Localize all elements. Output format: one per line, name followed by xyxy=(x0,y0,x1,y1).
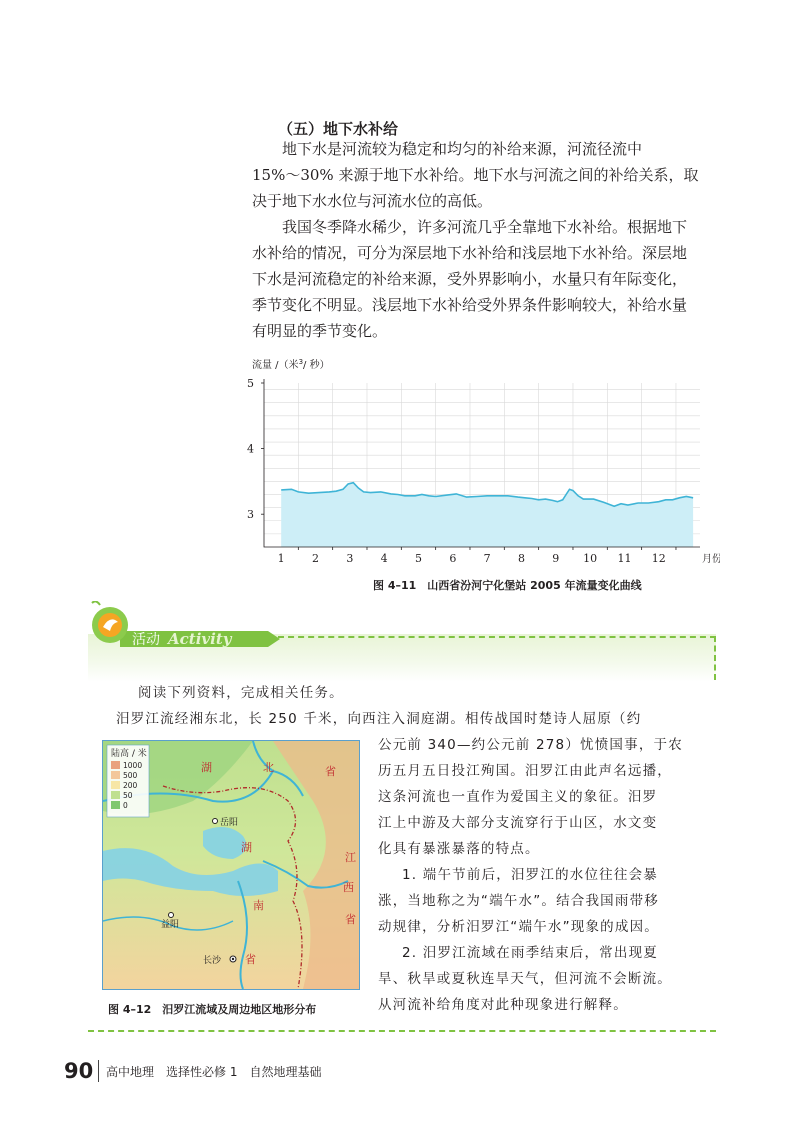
activity-badge-en: Activity xyxy=(168,630,232,648)
para2-line-5: 有明显的季节变化。 xyxy=(252,322,388,340)
paragraph-1 xyxy=(252,136,716,214)
page-number: 90 xyxy=(64,1059,94,1083)
para2-line-1: 我国冬季降水稀少，许多河流几乎全靠地下水补给。根据地下 xyxy=(282,218,688,236)
activity-badge-zh: 活动 xyxy=(132,632,160,648)
para2-line-4: 季节变化不明显。浅层地下水补给受外界条件影响较大，补给水量 xyxy=(252,296,688,314)
activity-right-line-2: 历五月五日投江殉国。汨罗江由此声名远播， xyxy=(378,763,672,779)
activity-right-line-3: 这条河流也一直作为爱国主义的象征。汨罗 xyxy=(378,789,658,805)
activity-intro: 阅读下列资料，完成相关任务。 xyxy=(138,685,344,701)
legend-label: 0 xyxy=(123,801,128,810)
city-label-changsha: 长沙 xyxy=(203,956,222,966)
legend-swatch xyxy=(111,771,120,779)
para1-line-1: 地下水是河流较为稳定和均匀的补给来源，河流径流中 xyxy=(282,140,643,158)
x-tick-label: 1 xyxy=(277,552,285,565)
x-tick-label: 11 xyxy=(617,552,632,565)
x-tick-label: 3 xyxy=(346,552,354,565)
miluo-river-map xyxy=(102,740,360,990)
paragraph-2 xyxy=(252,214,716,344)
y-tick-label: 4 xyxy=(247,442,254,456)
para1-line-2: 15%～30% 来源于地下水补给。地下水与河流之间的补给关系，取 xyxy=(252,166,699,184)
map-label-hu-2: 湖 xyxy=(241,841,252,854)
y-tick-label: 3 xyxy=(247,508,254,522)
map-label-sheng-1: 省 xyxy=(325,765,336,778)
map-label-bei: 北 xyxy=(263,761,274,774)
legend-swatch xyxy=(111,791,120,799)
city-label-yueyang: 岳阳 xyxy=(220,818,239,828)
activity-line-1: 汨罗江流经湘东北，长 250 千米，向西注入洞庭湖。相传战国时楚诗人屈原（约 xyxy=(116,711,642,727)
para1-line-3: 决于地下水水位与河流水位的高低。 xyxy=(252,192,493,210)
legend-label: 500 xyxy=(123,771,138,780)
task-2-line-1: 2. 汨罗江流域在雨季结束后，常出现夏 xyxy=(402,945,658,961)
map-label-xi: 西 xyxy=(343,881,354,894)
task-2-line-2: 旱、秋旱或夏秋连旱天气，但河流不会断流。 xyxy=(378,971,672,987)
map-label-sheng-2: 省 xyxy=(245,953,256,966)
legend-label: 1000 xyxy=(123,761,143,770)
legend-swatch xyxy=(111,781,120,789)
bottom-dashed-rule xyxy=(88,1030,716,1032)
para2-line-2: 水补给的情况，可分为深层地下水补给和浅层地下水补给。深层地 xyxy=(252,244,688,262)
map-caption: 图 4–12 汨罗江流域及周边地区地形分布 xyxy=(108,1003,317,1016)
legend-label: 50 xyxy=(123,791,133,800)
x-tick-label: 5 xyxy=(414,552,422,565)
x-tick-label: 12 xyxy=(651,552,666,565)
x-tick-label: 8 xyxy=(517,552,525,565)
city-marker-yiyang xyxy=(169,913,174,918)
task-1-line-3: 动规律，分析汨罗江“端午水”现象的成因。 xyxy=(378,919,659,935)
y-axis-label: 流量 /（米$^3$/ 秒） xyxy=(252,358,330,371)
activity-top-dashed-line xyxy=(278,636,716,638)
city-marker-yueyang xyxy=(213,819,218,824)
footer-separator xyxy=(98,1060,99,1082)
activity-right-dashed-line xyxy=(714,636,716,680)
flow-chart xyxy=(230,355,720,570)
chart-area-fill xyxy=(281,483,693,547)
chart-area-series xyxy=(281,483,693,547)
map-label-sheng-3: 省 xyxy=(345,913,356,926)
legend-label: 200 xyxy=(123,781,138,790)
terrain-map-svg xyxy=(103,741,359,989)
task-2-line-3: 从河流补给角度对此种现象进行解释。 xyxy=(378,997,628,1013)
x-tick-label: 4 xyxy=(380,552,388,565)
footer-book-title: 高中地理 选择性必修 1 自然地理基础 xyxy=(106,1065,322,1079)
section-heading: （五）地下水补给 xyxy=(278,120,399,138)
flow-chart-svg xyxy=(230,355,720,570)
x-tick-label: 2 xyxy=(311,552,319,565)
city-label-yiyang: 益阳 xyxy=(161,920,180,930)
task-1-line-1: 1. 端午节前后，汨罗江的水位往往会暴 xyxy=(402,867,658,883)
legend-swatch xyxy=(111,801,120,809)
activity-right-line-4: 江上中游及大部分支流穿行于山区，水文变 xyxy=(378,815,658,831)
y-tick-label: 5 xyxy=(247,377,254,390)
x-tick-label: 7 xyxy=(483,552,491,565)
activity-right-line-5: 化具有暴涨暴落的特点。 xyxy=(378,841,540,857)
x-axis-label: 月份 xyxy=(702,554,720,565)
x-tick-label: 6 xyxy=(449,552,457,565)
legend-swatch xyxy=(111,761,120,769)
map-legend-title: 陆高 / 米 xyxy=(111,749,147,759)
map-label-hu: 湖 xyxy=(201,761,212,774)
activity-right-column xyxy=(378,732,718,966)
x-tick-label: 10 xyxy=(583,552,598,565)
task-1-line-2: 涨，当地称之为“端午水”。结合我国雨带移 xyxy=(378,893,659,909)
map-label-nan: 南 xyxy=(253,899,264,912)
chart-caption: 图 4–11 山西省汾河宁化堡站 2005 年流量变化曲线 xyxy=(373,579,642,592)
x-tick-label: 9 xyxy=(552,552,560,565)
para2-line-3: 下水是河流稳定的补给来源，受外界影响小，水量只有年际变化， xyxy=(252,270,688,288)
activity-right-line-1: 公元前 340—约公元前 278）忧愤国事，于农 xyxy=(378,737,683,753)
map-label-jiang: 江 xyxy=(345,851,356,864)
activity-badge xyxy=(90,601,290,651)
